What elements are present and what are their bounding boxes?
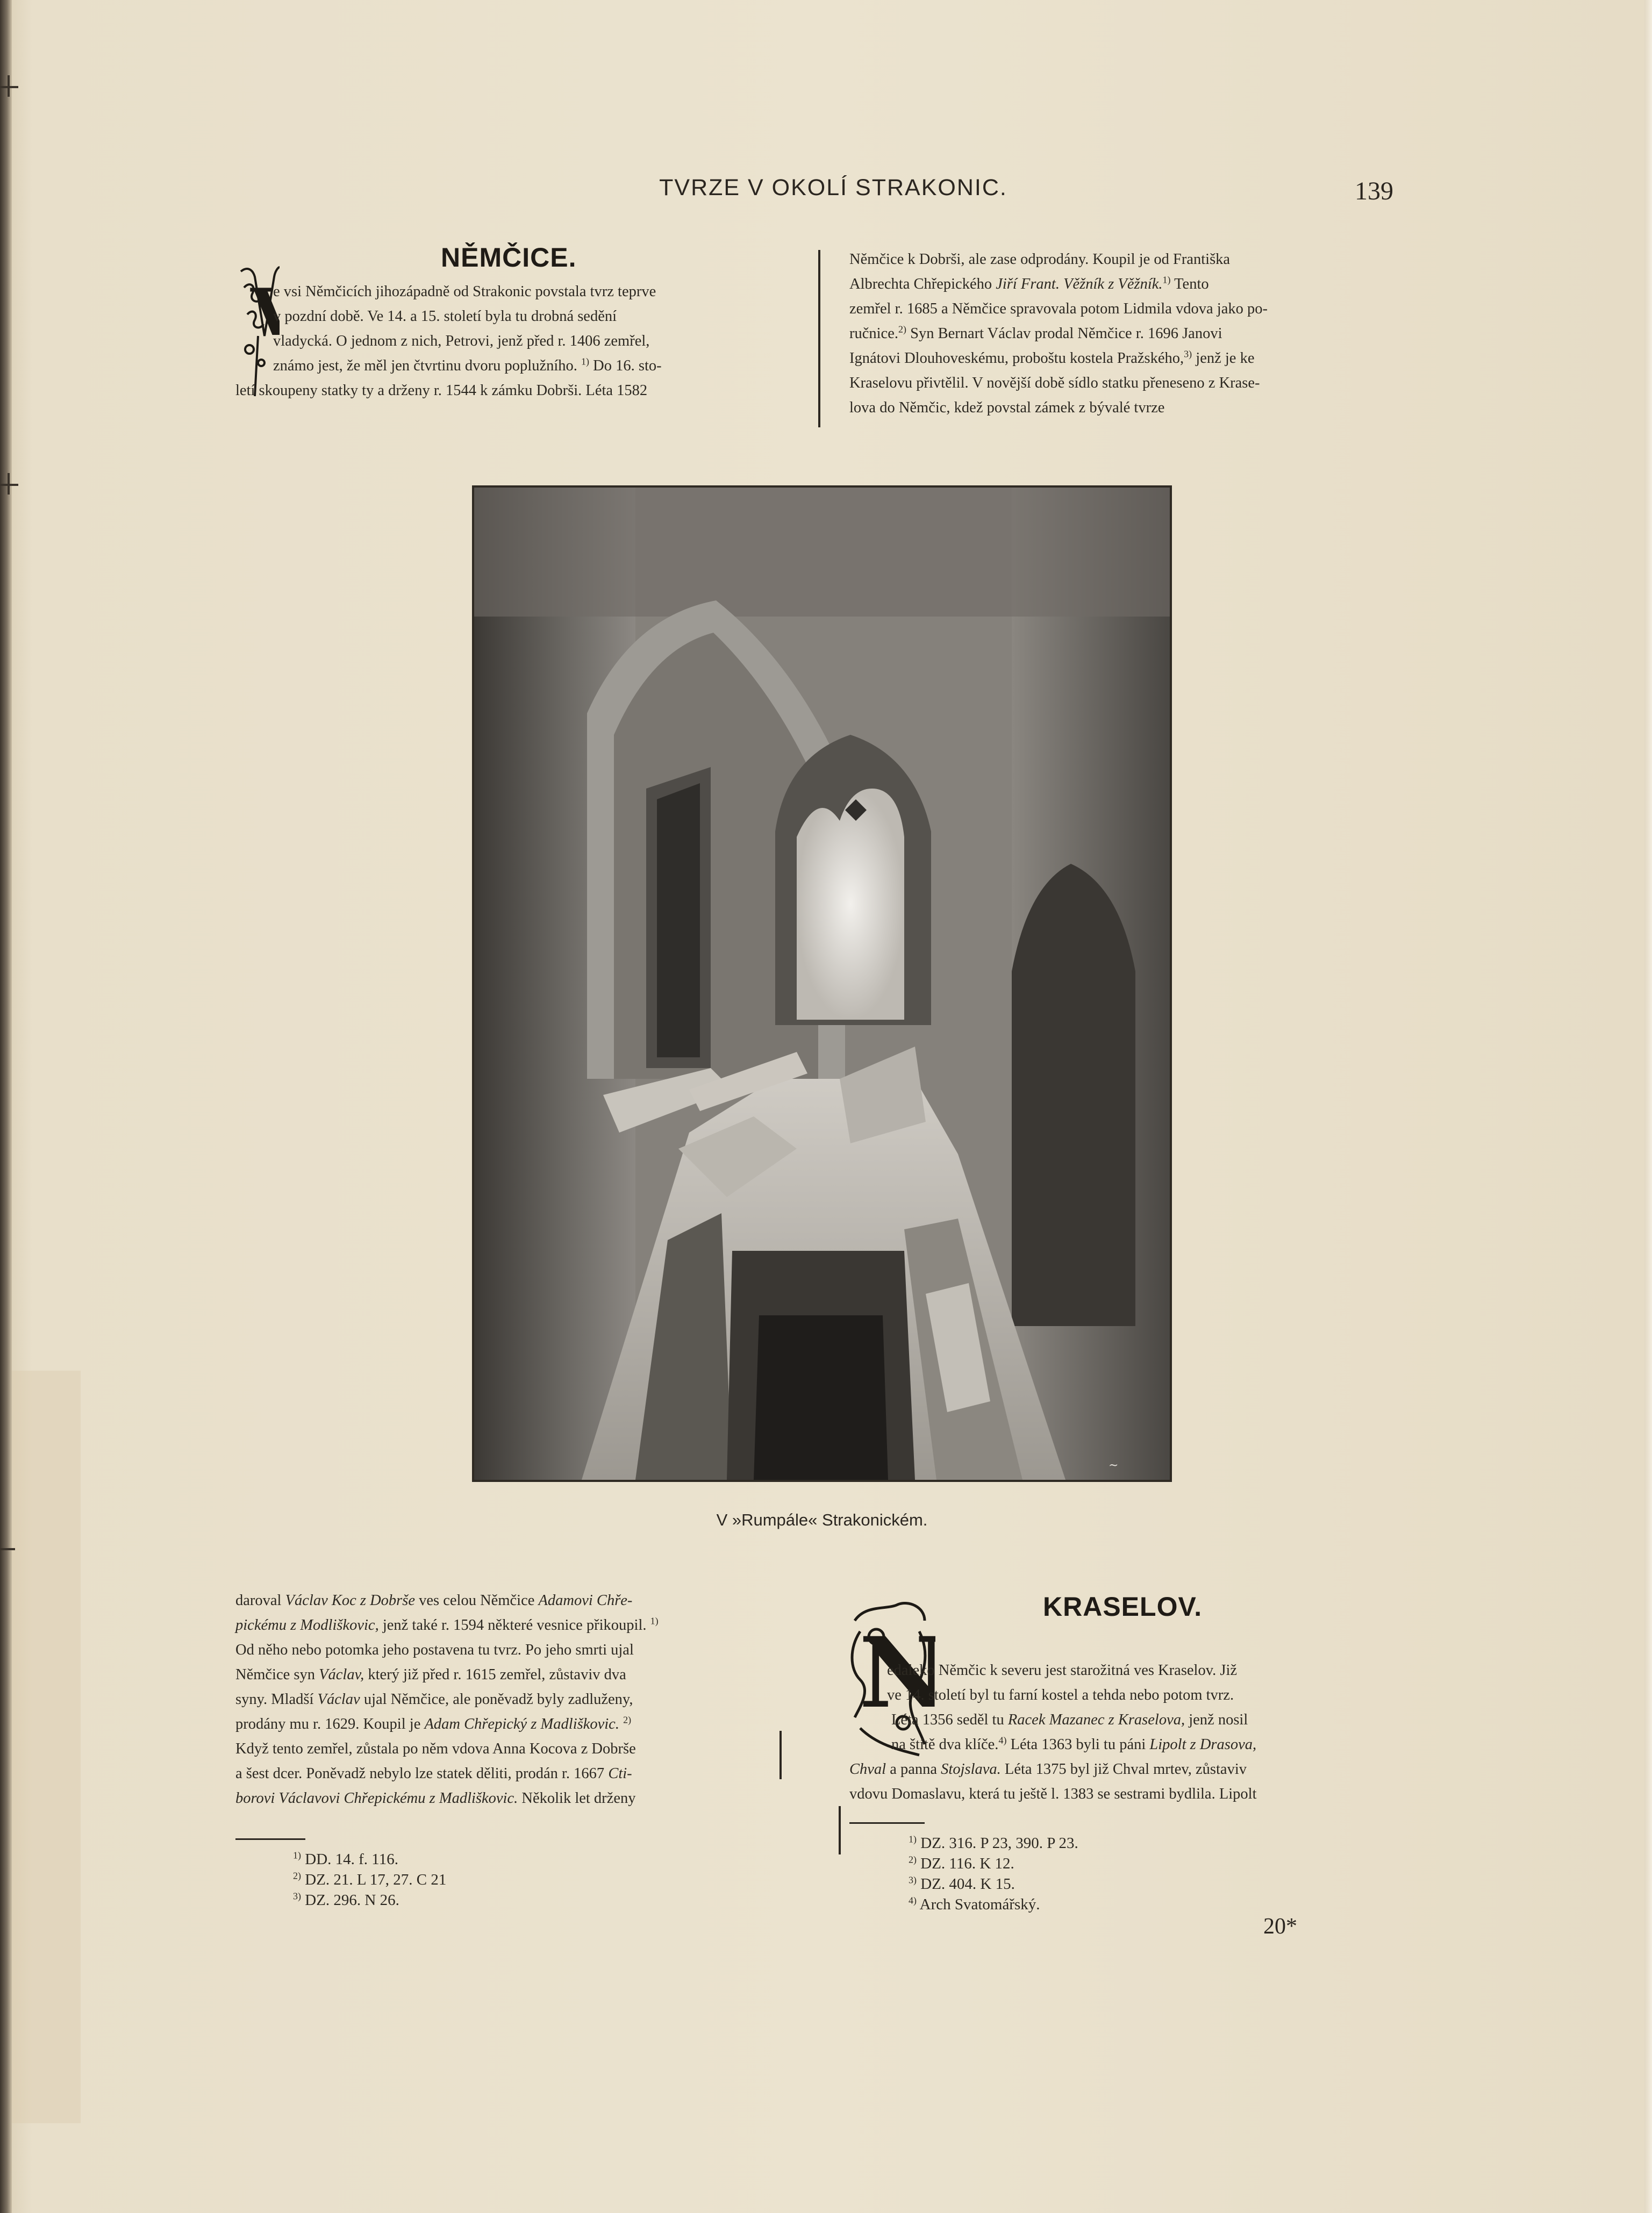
footnotes-kraselov (909, 1833, 1078, 1915)
text-line: Tento (1170, 276, 1209, 292)
text-line: zemřel r. 1685 a Němčice spravovala potom Lidmila vdova jako po- (849, 300, 1268, 317)
text-line: vdovu Domaslavu, která tu ještě l. 1383 se sestrami bydlila. Lipolt (849, 1786, 1257, 1802)
footnote-ref: 3) (1184, 348, 1192, 360)
column-rule (818, 250, 820, 427)
footnote: $^{1)}$ DZ. 316. P 23, 390. P 23. (909, 1834, 1078, 1852)
footnote-ref: 2) (623, 1714, 632, 1725)
footnote: $^{3)}$ DZ. 296. N 26. (293, 1890, 399, 1909)
text-line: a panna (886, 1761, 941, 1778)
text-line: letí skoupeny statky ty a drženy r. 1544 k zámku Dobrši. Léta 1582 (235, 382, 648, 399)
page-number: 139 (1355, 177, 1393, 205)
drop-cap-n-glyph: N (859, 1616, 935, 1730)
margin-tick (8, 75, 10, 97)
text-line: jenž také r. 1594 některé vesnice přikoupil. (378, 1617, 647, 1634)
text-line: Němčice k Dobrši, ale zase odprodány. Koupil je od Františka (849, 251, 1231, 268)
page-edge (1644, 0, 1652, 2213)
running-head: TVRZE V OKOLÍ STRAKONIC. (659, 175, 1007, 200)
text-line: Němčice syn (235, 1666, 319, 1683)
text-line: Syn Bernart Václav prodal Němčice r. 1696 Janovi (906, 325, 1222, 342)
footnotes-nemcice (293, 1849, 446, 1910)
section-title-kraselov: KRASELOV. (1043, 1592, 1203, 1622)
book-spine (0, 0, 12, 2213)
text-line: daroval (235, 1592, 285, 1609)
person-name: Adam Chřepický z Madliškovic. (424, 1716, 619, 1732)
nemcice-intro-paragraph (235, 280, 790, 403)
footnote: $^{2)}$ DZ. 21. L 17, 27. C 21 (293, 1870, 447, 1888)
text-line: Když tento zemřel, zůstala po něm vdova Anna Kocova z Dobrše (235, 1741, 636, 1757)
footnote: $^{3)}$ DZ. 404. K 15. (909, 1874, 1015, 1893)
drop-cap-v-glyph: V (251, 275, 280, 350)
illustration-rumpal-vault (472, 485, 1172, 1482)
footnote: $^{4)}$ Arch Svatomářský. (909, 1895, 1040, 1913)
person-name: Stojslava. (941, 1761, 1001, 1778)
footnote-ref: 2) (898, 324, 906, 335)
text-line: ve 14. století byl tu farní kostel a tehda nebo potom tvrz. (887, 1687, 1234, 1703)
margin-tick (8, 473, 10, 495)
text-line: prodány mu r. 1629. Koupil je (235, 1716, 425, 1732)
person-name: Václav (317, 1691, 360, 1708)
text-line: Od něho nebo potomka jeho postavena tu tvrz. Po jeho smrti ujal (235, 1642, 634, 1658)
footnote: $^{2)}$ DZ. 116. K 12. (909, 1854, 1014, 1872)
column-rule (779, 1731, 782, 1779)
text-line: Do 16. sto- (589, 357, 662, 374)
person-name: Václav, (319, 1666, 364, 1683)
footnote-ref: 1) (581, 356, 590, 367)
text-line: jenž nosil (1185, 1711, 1248, 1728)
section-title-nemcice: NĚMČICE. (441, 242, 577, 273)
text-line: Ignátovi Dlouhoveskému, proboštu kostela Pražského, (849, 350, 1184, 367)
person-name: Chval (849, 1761, 886, 1778)
text-line: edaleko Němčic k severu jest starožitná ves Kraselov. Již (887, 1662, 1238, 1679)
figure-caption: V »Rumpále« Strakonickém. (716, 1510, 928, 1529)
page-tab-shade (0, 1371, 81, 2123)
person-name: Lipolt z Drasova, (1149, 1736, 1257, 1753)
person-name: Václav Koc z Dobrše (285, 1592, 416, 1609)
nemcice-history-paragraph (235, 1588, 790, 1811)
artist-signature: ~ (1109, 1459, 1119, 1472)
person-name: Racek Mazanec z Kraselova, (1007, 1711, 1185, 1728)
text-line: e vsi Němčicích jihozápadně od Strakonic povstala tvrz teprve (273, 283, 656, 300)
person-name: Cti- (608, 1765, 632, 1782)
text-line: ves celou Němčice (415, 1592, 539, 1609)
text-line: Léta 1375 byl již Chval mrtev, zůstaviv (1000, 1761, 1247, 1778)
text-line: ujal Němčice, ale poněvadž byly zadluženy, (360, 1691, 633, 1708)
text-line: lova do Němčic, kdež povstal zámek z bývalé tvrze (849, 399, 1165, 416)
person-name: borovi Václavovi Chřepickému z Madliškovic. (235, 1790, 518, 1807)
text-line: jenž je ke (1192, 350, 1255, 367)
text-line: syny. Mladší (235, 1691, 318, 1708)
text-line: Albrechta Chřepického (849, 276, 996, 292)
person-name: pickému z Modliškovic, (235, 1617, 379, 1634)
person-name: Jiří Frant. Věžník z Věžník. (996, 276, 1163, 292)
text-line: Léta 1363 byli tu páni (1006, 1736, 1150, 1753)
text-line: Několik let drženy (518, 1790, 636, 1807)
text-line: známo jest, že měl jen čtvrtinu dvoru poplužního. (273, 357, 577, 374)
margin-tick (0, 1548, 15, 1550)
footnote-ref: 4) (998, 1735, 1007, 1746)
text-line: ručnice. (849, 325, 898, 342)
signature-sheet-number: 20* (1263, 1914, 1297, 1939)
footnote-ref: 1) (1162, 274, 1171, 285)
text-line: na štítě dva klíče. (891, 1736, 999, 1753)
text-line: vladycká. O jednom z nich, Petrovi, jenž před r. 1406 zemřel, (273, 333, 650, 349)
footnote-rule-right (849, 1822, 925, 1824)
text-line: který již před r. 1615 zemřel, zůstaviv dva (364, 1666, 626, 1683)
nemcice-continued-paragraph (849, 247, 1413, 420)
footnote-rule-left (235, 1838, 305, 1840)
footnote-ref: 1) (650, 1615, 659, 1627)
footnote: $^{1)}$ DD. 14. f. 116. (293, 1850, 398, 1868)
person-name: Adamovi Chře- (538, 1592, 633, 1609)
kraselov-paragraph (849, 1658, 1413, 1807)
text-line: Léta 1356 seděl tu (891, 1711, 1008, 1728)
column-rule (839, 1806, 841, 1854)
text-line: a šest dcer. Poněvadž nebylo lze statek děliti, prodán r. 1667 (235, 1765, 609, 1782)
text-line: Kraselovu přivtělil. V novější době sídlo statku přeneseno z Krase- (849, 375, 1260, 391)
text-line: v pozdní době. Ve 14. a 15. století byla tu drobná sedění (273, 308, 617, 325)
